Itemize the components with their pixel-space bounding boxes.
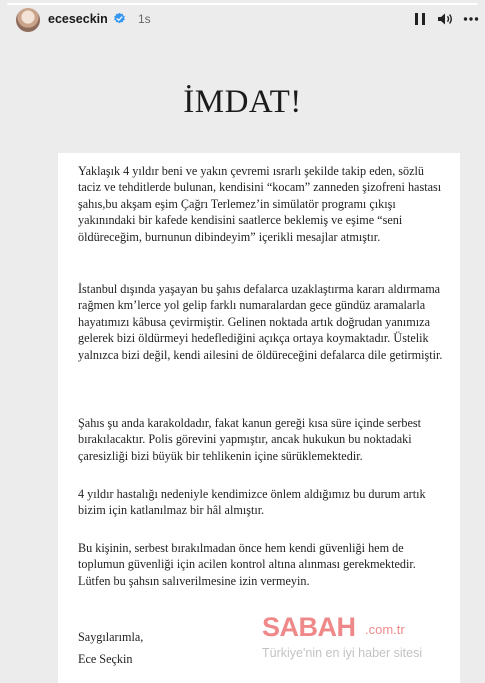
sound-icon[interactable]	[436, 10, 454, 28]
story-time: 1s	[138, 12, 151, 26]
verified-badge-icon	[113, 12, 126, 25]
closing-text: Saygılarımla,	[78, 630, 144, 644]
letter-page	[58, 153, 460, 683]
story-progress-bar	[7, 3, 478, 5]
paragraph: 4 yıldır hastalığı nedeniyle kendimizce önlem aldığımız bu durum artık bizim için katlanılmaz bir hâl almıştır.	[78, 487, 426, 518]
paragraph: İstanbul dışında yaşayan bu şahıs defalarca uzaklaştırma kararı aldırmama rağmen km’lerce yol gelip farklı numaralardan gece gündüz aramalarla hayatımızı kâbusa çevirmiştir. Gelinen noktada artık doğrudan yanımıza gelerek bizi öldürmeyi hedeflediğini açıkça ortaya koymaktadır. Üstelik yalnızca bizi değil, kendi ailesini de öldüreceğini defalarca dile getirmiştir.	[78, 282, 443, 362]
pause-icon[interactable]	[411, 10, 429, 28]
paragraph: Bu kişinin, serbest bırakılmadan önce hem kendi güvenliği hem de toplumun güvenliği için acilen kontrol altına alınması gerekmektedir. Lütfen bu şahsın salıverilmesine izin vermeyin.	[78, 541, 416, 588]
document-title: İMDAT!	[183, 84, 302, 120]
username[interactable]: eceseckin	[48, 12, 108, 26]
closing-block	[78, 626, 143, 670]
paragraph: Yaklaşık 4 yıldır beni ve yakın çevremi ısrarlı şekilde takip eden, sözlü taciz ve tehditlerde bulunan, kendisini “kocam” zanneden şizofreni hastası şahıs,bu akşam eşim Çağrı Terlemez’in simülatör programı çıkışı yakınındaki bir kafede kendisini saatlerce beklemiş ve eşime “seni öldüreceğim, burnunun dibindeyim” içerikli mesajlar atmıştır.	[78, 164, 442, 244]
paragraph: Şahıs şu anda karakoldadır, fakat kanun gereği kısa süre içinde serbest bırakılacaktır. Polis görevini yapmıştır, ancak hukukun bu noktadaki çaresizliği bizi büyük bir tehlikenin içine sürüklemektedir.	[78, 416, 422, 463]
watermark-domain: .com.tr	[365, 622, 405, 637]
watermark	[262, 612, 482, 672]
signature-name: Ece Seçkin	[78, 652, 133, 666]
story-header	[0, 6, 485, 34]
watermark-tagline: Türkiye'nin en iyi haber sitesi	[262, 646, 423, 660]
watermark-logo: SABAH	[262, 612, 356, 642]
more-icon[interactable]	[462, 10, 480, 28]
avatar[interactable]	[16, 8, 40, 32]
